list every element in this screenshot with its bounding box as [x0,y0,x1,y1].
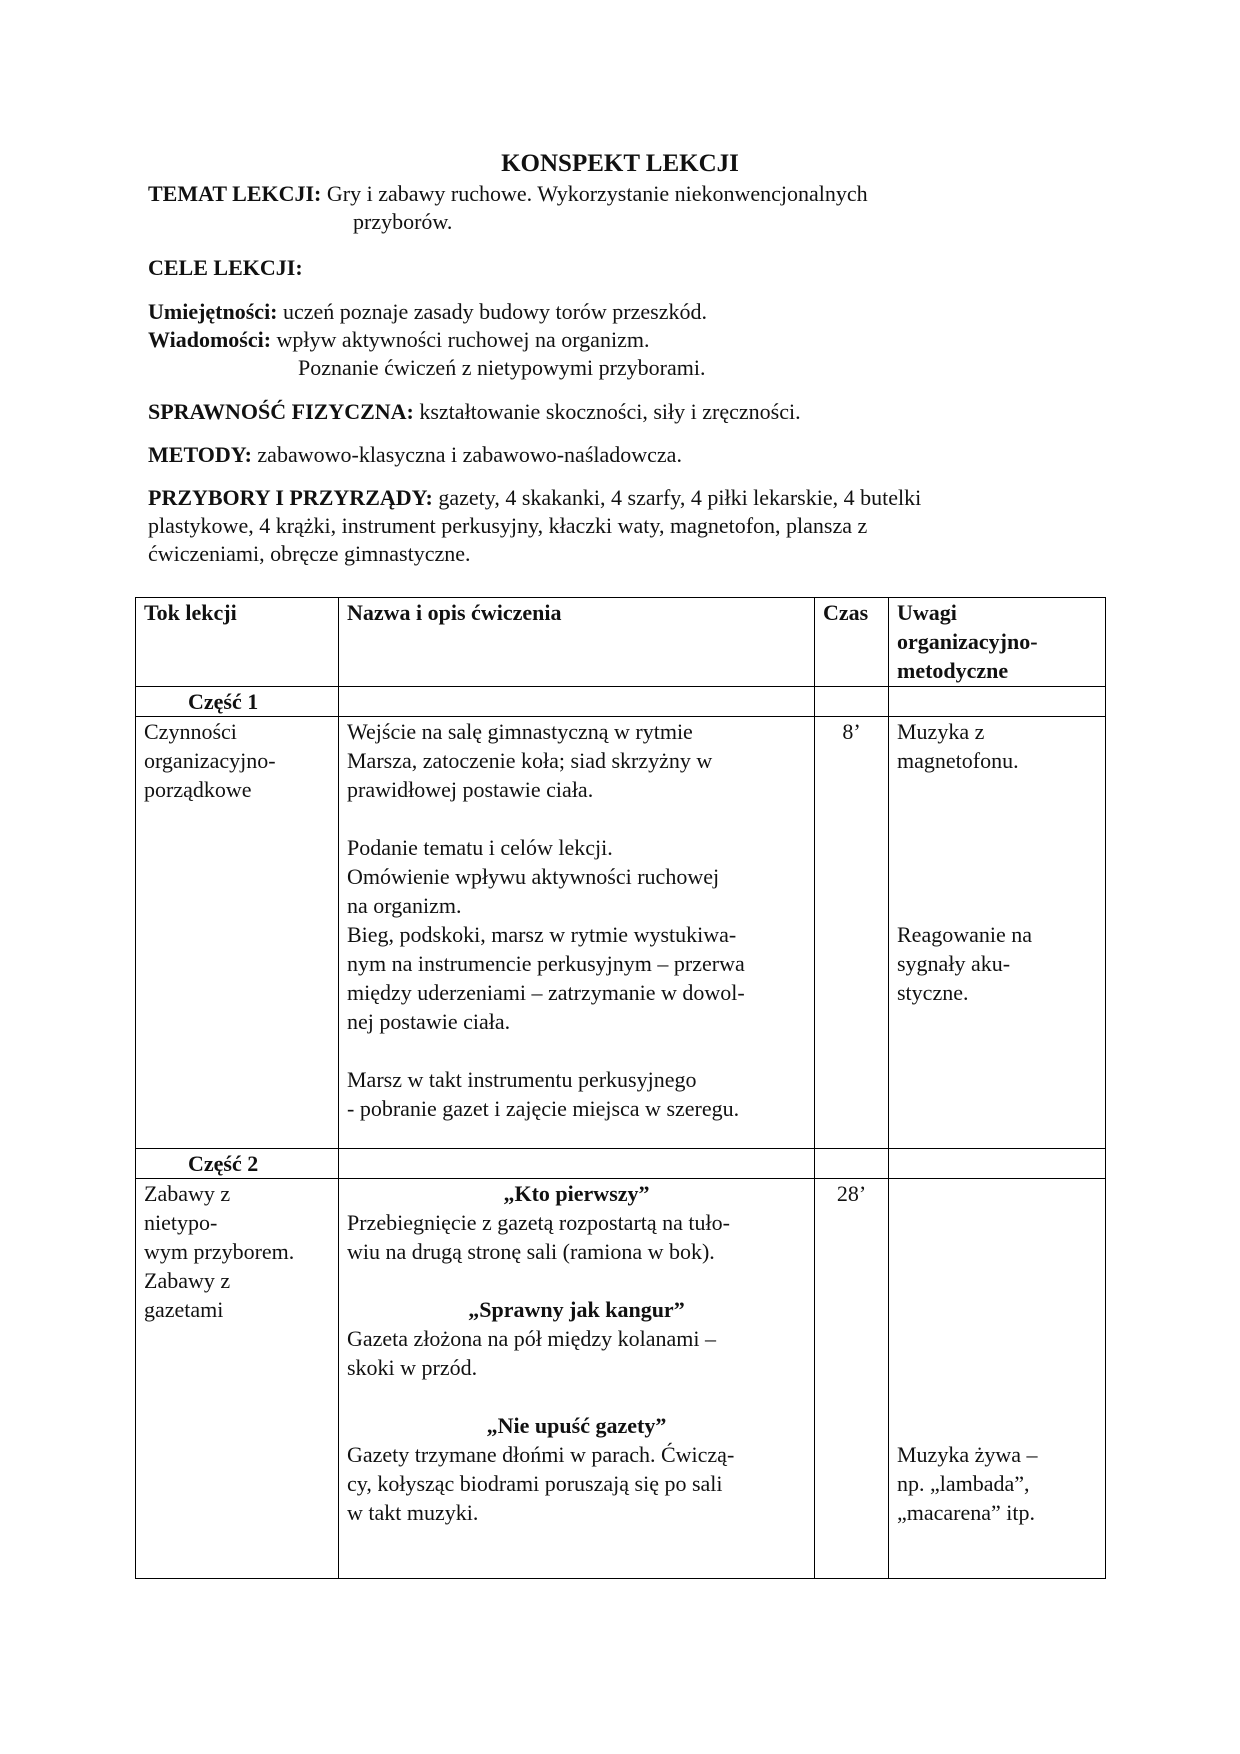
sprawnosc-label: SPRAWNOŚĆ FIZYCZNA: [148,399,414,424]
umiejetnosci-text: uczeń poznaje zasady budowy torów przeszkód. [283,299,707,324]
section-row-2 [136,1149,1106,1179]
przybory-line-2: plastykowe, 4 krążki, instrument perkusyjny, kłaczki waty, magnetofon, plansza z [148,513,868,538]
part2-notes: Muzyka żywa – np. „lambada”, „macarena” itp. [889,1179,1106,1579]
part2-tok: Zabawy z nietypo- wym przyborem. Zabawy z gazetami [136,1179,339,1579]
cele-heading: CELE LEKCJI: [148,255,303,280]
przybory-label: PRZYBORY I PRZYRZĄDY: [148,485,433,510]
temat-label: TEMAT LEKCJI: [148,181,322,206]
table-row [136,717,1106,1149]
przybory-line [148,484,921,512]
part1-tok: Czynności organizacyjno- porządkowe [136,717,339,1149]
part1-notes: Muzyka z magnetofonu. Reagowanie na sygnały aku- styczne. [889,717,1106,1149]
wiadomosci-label: Wiadomości: [148,327,272,352]
metody-text: zabawowo-klasyczna i zabawowo-naśladowcza. [257,442,682,467]
section-label-1: Część 1 [136,687,339,717]
part2-description: „Kto pierwszy” Przebiegnięcie z gazetą rozpostartą na tuło- wiu na drugą stronę sali (ramiona w bok). „Sprawny jak kangur” Gazeta złożona na pół między kolanami – skoki w przód. „Nie upuść gazety” Gazety trzymane dłońmi w parach. Ćwiczą- cy, kołysząc biodrami poruszają się po sali w takt muzyki. [339,1179,815,1579]
temat-text: Gry i zabawy ruchowe. Wykorzystanie niekonwencjonalnych [326,181,868,206]
metody-label: METODY: [148,442,252,467]
exercise-title-1: „Kto pierwszy” [503,1181,650,1206]
umiejetnosci-line [148,298,707,326]
header-nazwa: Nazwa i opis ćwiczenia [339,598,815,687]
wiadomosci-line-2: Poznanie ćwiczeń z nietypowymi przyborami. [298,355,706,380]
sprawnosc-text: kształtowanie skoczności, siły i zręczności. [419,399,801,424]
table-header-row [136,598,1106,687]
section-row-1 [136,687,1106,717]
lesson-table [135,597,1106,1579]
temat-line-2: przyborów. [353,209,453,234]
exercise-title-3: „Nie upuść gazety” [486,1413,667,1438]
przybory-line-3: ćwiczeniami, obręcze gimnastyczne. [148,541,471,566]
temat-line [148,180,868,208]
przybory-text: gazety, 4 skakanki, 4 szarfy, 4 piłki lekarskie, 4 butelki [438,485,922,510]
part1-description: Wejście na salę gimnastyczną w rytmie Marsza, zatoczenie koła; siad skrzyżny w prawidłowej postawie ciała. Podanie tematu i celów lekcji. Omówienie wpływu aktywności ruchowej na organizm. Bieg, podskoki, marsz w rytmie wystukiwa- nym na instrumencie perkusyjnym – przerwa między uderzeniami – zatrzymanie w dowol- nej postawie ciała. Marsz w takt instrumentu perkusyjnego - pobranie gazet i zajęcie miejsca w szeregu. [339,717,815,1149]
part1-time: 8’ [815,717,889,1149]
umiejetnosci-label: Umiejętności: [148,299,278,324]
wiadomosci-text: wpływ aktywności ruchowej na organizm. [276,327,650,352]
part2-time: 28’ [815,1179,889,1579]
exercise-title-2: „Sprawny jak kangur” [468,1297,685,1322]
sprawnosc-line [148,398,801,426]
wiadomosci-line [148,326,649,354]
table-row [136,1179,1106,1579]
header-czas: Czas [815,598,889,687]
document-title: KONSPEKT LEKCJI [501,150,739,177]
header-tok: Tok lekcji [136,598,339,687]
header-uwagi: Uwagi organizacyjno- metodyczne [889,598,1106,687]
section-label-2: Część 2 [136,1149,339,1179]
metody-line [148,441,682,469]
